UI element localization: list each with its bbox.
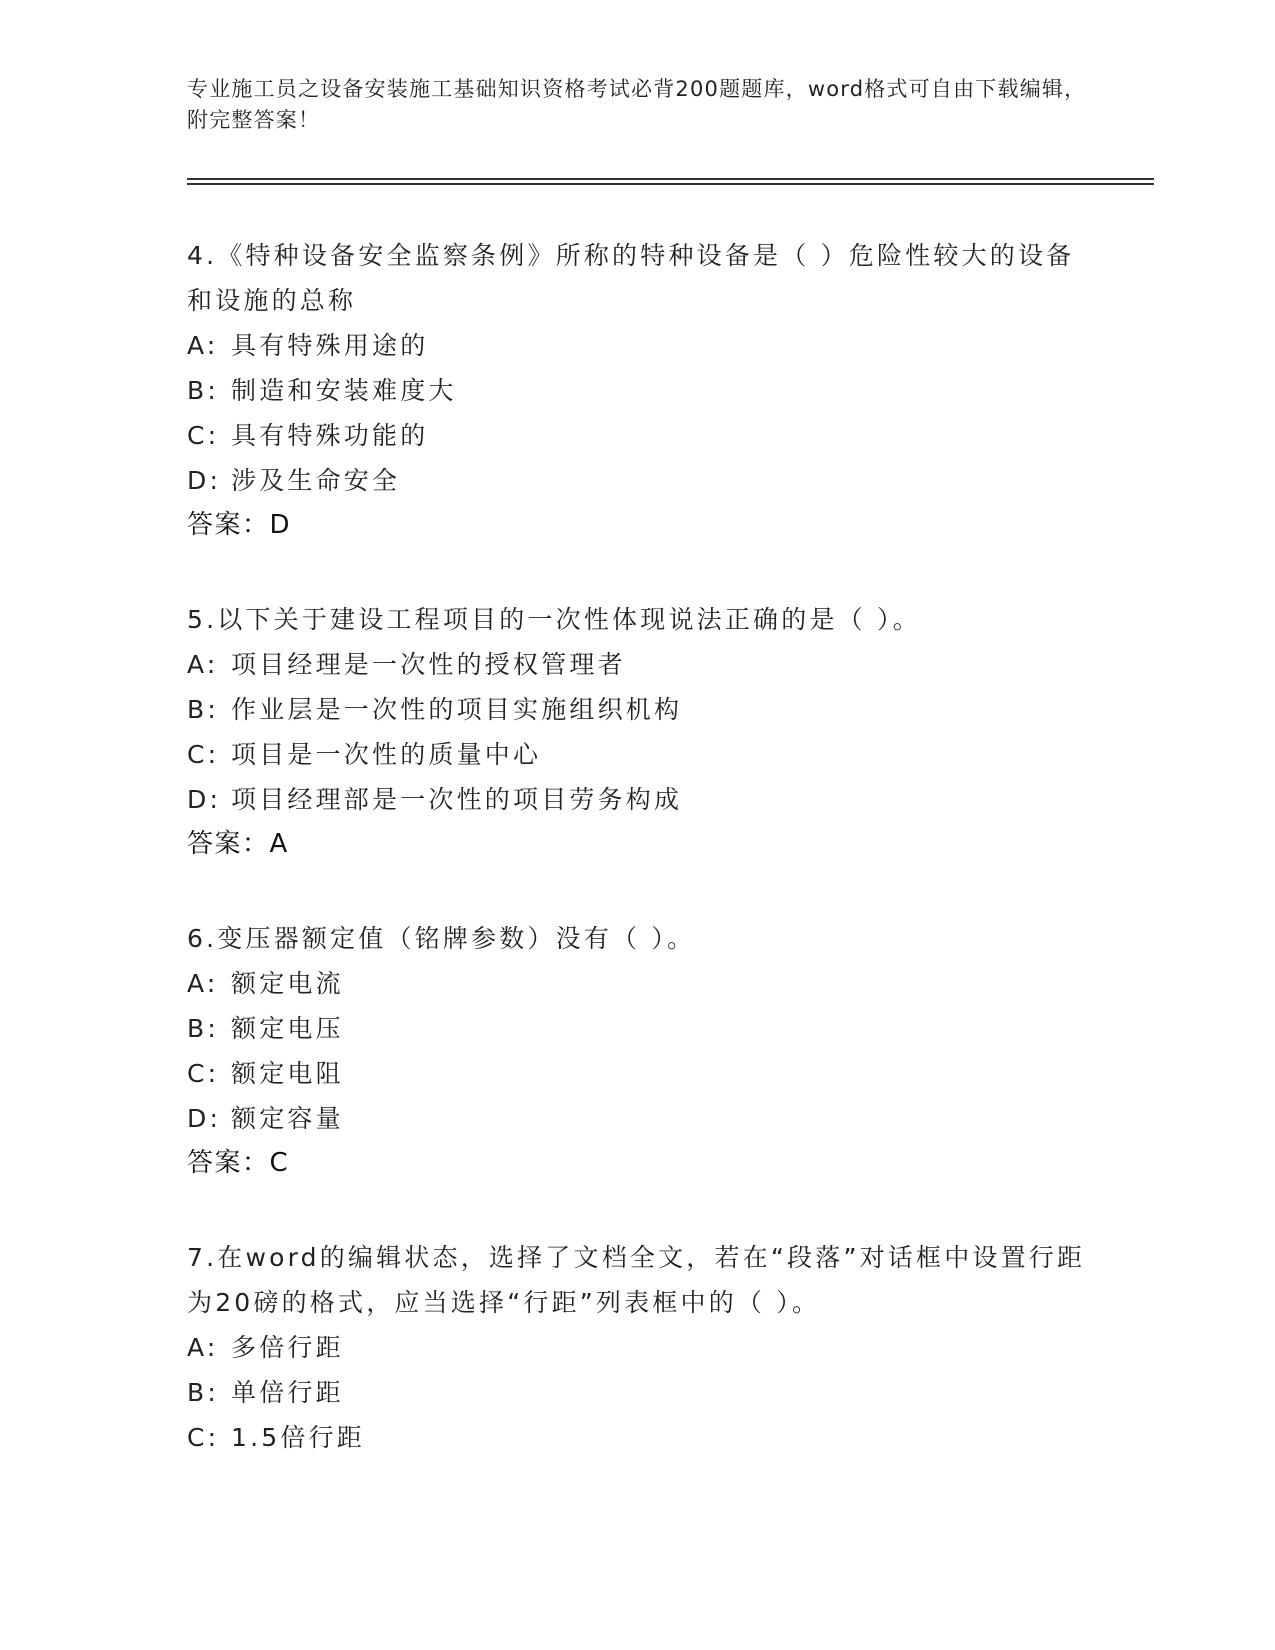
header-rule-bottom [187, 183, 1154, 185]
question-4 [187, 233, 1087, 548]
option-text: 项目经理部是一次性的项目劳务构成 [231, 785, 683, 814]
option-key: D: [187, 785, 222, 814]
option-a [187, 323, 1087, 368]
document-header: 专业施工员之设备安装施工基础知识资格考试必背200题题库，word格式可自由下载编辑，附完整答案！ [187, 77, 1087, 132]
question-5 [187, 597, 1087, 867]
option-text: 具有特殊功能的 [231, 421, 429, 450]
option-text: 额定容量 [231, 1104, 344, 1133]
option-text: 作业层是一次性的项目实施组织机构 [231, 695, 683, 724]
option-text: 额定电流 [231, 969, 344, 998]
option-text: 具有特殊用途的 [231, 331, 429, 360]
question-stem: 6.变压器额定值（铭牌参数）没有（ ）。 [187, 924, 696, 953]
option-c [187, 1051, 1087, 1096]
option-b [187, 1006, 1087, 1051]
option-text: 制造和安装难度大 [231, 376, 457, 405]
answer-line: 答案：A [187, 829, 289, 859]
option-a [187, 642, 1087, 687]
option-key: B: [187, 1014, 219, 1043]
option-text: 项目是一次性的质量中心 [231, 740, 542, 769]
option-text: 涉及生命安全 [231, 466, 401, 495]
option-text: 项目经理是一次性的授权管理者 [231, 650, 626, 679]
option-d [187, 1096, 1087, 1141]
option-key: B: [187, 1378, 219, 1407]
option-key: B: [187, 376, 219, 405]
question-stem: 7.在word的编辑状态，选择了文档全文，若在“段落”对话框中设置行距为20磅的格式，应当选择“行距”列表框中的（ ）。 [187, 1243, 1086, 1317]
option-b [187, 687, 1087, 732]
option-c [187, 413, 1087, 458]
question-7 [187, 1235, 1087, 1460]
option-d [187, 777, 1087, 822]
option-c [187, 732, 1087, 777]
option-key: B: [187, 695, 219, 724]
option-key: D: [187, 466, 222, 495]
option-text: 多倍行距 [231, 1333, 344, 1362]
option-a [187, 961, 1087, 1006]
option-key: A: [187, 969, 219, 998]
question-stem: 4.《特种设备安全监察条例》所称的特种设备是（ ）危险性较大的设备和设施的总称 [187, 241, 1075, 315]
header-rule-top [187, 178, 1154, 180]
option-d [187, 458, 1087, 503]
option-key: C: [187, 421, 220, 450]
option-text: 单倍行距 [231, 1378, 344, 1407]
option-key: A: [187, 1333, 219, 1362]
option-text: 额定电阻 [231, 1059, 344, 1088]
option-b [187, 1370, 1087, 1415]
option-key: C: [187, 740, 220, 769]
option-text: 额定电压 [231, 1014, 344, 1043]
option-key: A: [187, 331, 219, 360]
option-key: A: [187, 650, 219, 679]
option-c [187, 1415, 1087, 1460]
question-stem: 5.以下关于建设工程项目的一次性体现说法正确的是（ ）。 [187, 605, 921, 634]
option-key: D: [187, 1104, 222, 1133]
answer-line: 答案：D [187, 510, 292, 540]
option-b [187, 368, 1087, 413]
answer-line: 答案：C [187, 1148, 290, 1178]
question-6 [187, 916, 1087, 1186]
option-key: C: [187, 1059, 220, 1088]
option-text: 1.5倍行距 [231, 1423, 365, 1452]
option-key: C: [187, 1423, 220, 1452]
option-a [187, 1325, 1087, 1370]
